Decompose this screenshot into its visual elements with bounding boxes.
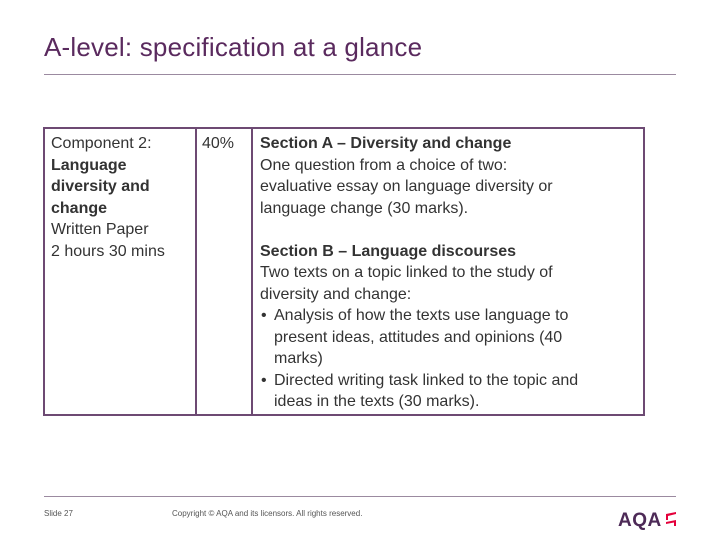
section-a-line: evaluative essay on language diversity or <box>260 178 553 195</box>
slide-number: Slide 27 <box>44 509 73 518</box>
weight-value: 40% <box>202 135 235 152</box>
bullet-line: Analysis of how the texts use language to <box>274 307 569 324</box>
bullet-item <box>260 305 643 370</box>
paper-type: Written Paper <box>51 221 149 238</box>
component-name-line2: diversity and <box>51 178 150 195</box>
section-b-line: diversity and change: <box>260 285 412 303</box>
aqa-logo <box>618 510 678 532</box>
title-divider <box>44 74 676 75</box>
copyright-notice: Copyright © AQA and its licensors. All rights reserved. <box>172 509 363 518</box>
section-a-line: One question from a choice of two: <box>260 156 508 174</box>
bullet-marker: • <box>261 371 267 389</box>
section-b-line: Two texts on a topic linked to the study of <box>260 264 553 281</box>
logo-text: AQA <box>618 510 662 531</box>
bullet-line: ideas in the texts (30 marks). <box>274 393 480 410</box>
bullet-line: Directed writing task linked to the topic and <box>274 371 579 389</box>
component-name-line1: Language <box>51 156 127 174</box>
logo-swoosh-icon <box>664 511 678 527</box>
paper-duration: 2 hours 30 mins <box>51 242 165 260</box>
weight-cell <box>197 129 253 414</box>
specification-table <box>43 127 645 416</box>
section-spacer <box>260 219 643 241</box>
component-cell <box>45 129 197 414</box>
bullet-item <box>260 370 643 413</box>
footer-divider <box>44 496 676 497</box>
bullet-marker: • <box>261 307 267 324</box>
page-title: A-level: specification at a glance <box>44 32 423 62</box>
component-label: Component 2: <box>51 135 152 152</box>
bullet-line: marks) <box>274 350 323 367</box>
bullet-line: present ideas, attitudes and opinions (40 <box>274 328 563 346</box>
component-name-line3: change <box>51 199 108 217</box>
section-a-line: language change (30 marks). <box>260 199 469 217</box>
section-a-heading: Section A – Diversity and change <box>260 135 512 152</box>
detail-cell <box>253 129 643 414</box>
section-b-heading: Section B – Language discourses <box>260 242 517 260</box>
